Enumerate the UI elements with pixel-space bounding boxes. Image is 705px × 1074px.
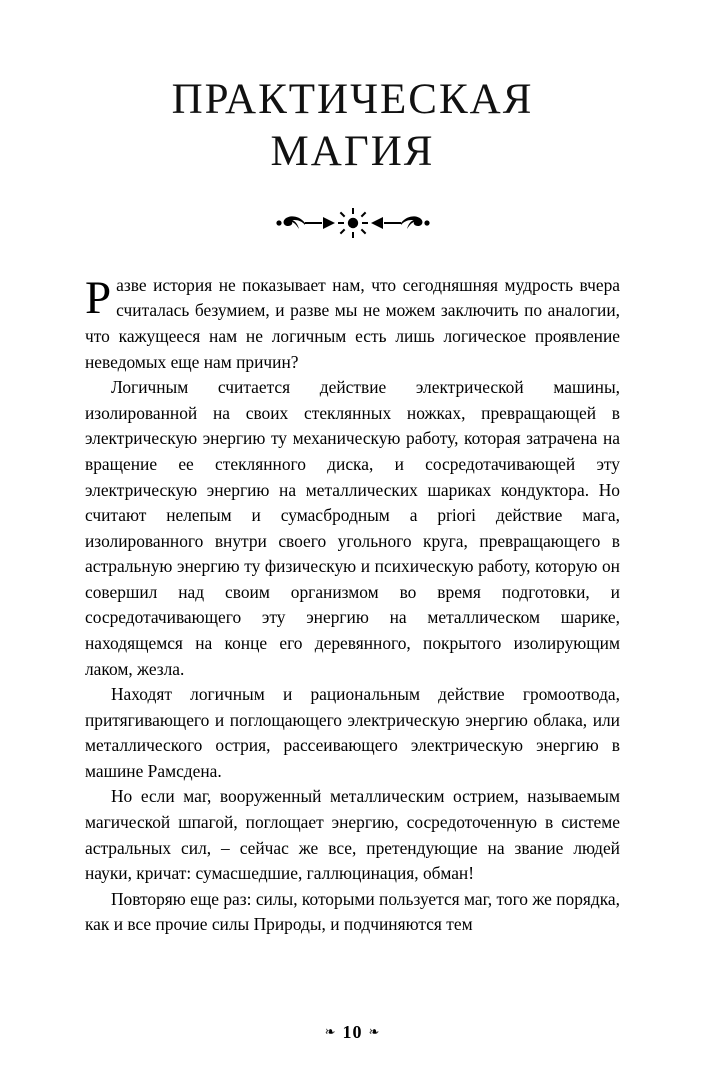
page-footer xyxy=(0,1022,705,1043)
body-text xyxy=(85,273,620,938)
footer-right-ornament-icon: ❧ xyxy=(368,1024,381,1039)
footer-left-ornament-icon: ❧ xyxy=(324,1024,337,1039)
page-number: 10 xyxy=(342,1022,363,1042)
drop-cap: Р xyxy=(85,271,112,324)
paragraph-4: Но если маг, вооруженный металлическим острием, называемым магической шпагой, поглощает энергию, сосредоточенную в системе астральных сил, – сейчас же все, претендующие на звание людей науки, кричат: сумасшедшие, галлюцинация, обман! xyxy=(85,786,620,884)
title-line-2: МАГИЯ xyxy=(270,128,435,176)
page-title xyxy=(85,74,620,179)
paragraph-1 xyxy=(85,273,620,375)
paragraph-1-text: азве история не показывает нам, что сегодняшняя мудрость вчера считалась безумием, и разве мы не можем заключить по аналогии, что кажущееся нам не логичным есть лишь логическое проявление неведомых еще нам причин? xyxy=(85,274,620,372)
title-line-1: ПРАКТИЧЕСКАЯ xyxy=(171,76,534,123)
book-page xyxy=(0,74,705,1074)
paragraph-3: Находят логичным и рациональным действие громоотвода, притягивающего и поглощающего электрическую энергию облака, или металлического острия, рассеивающего электрическую энергию в машине Рамсдена. xyxy=(85,684,620,781)
paragraph-5: Повторяю еще раз: силы, которыми пользуется маг, того же порядка, как и все прочие силы Природы, и подчиняются тем xyxy=(85,888,620,935)
sun-burst-flourish-divider-icon xyxy=(85,203,620,243)
paragraph-2: Логичным считается действие электрической машины, изолированной на своих стеклянных ножках, превращающей в электрическую энергию ту механическую работу, которая затрачена на вращение ее стеклянного диска, и сосредотачивающей эту электрическую энергию на металлических шариках кондуктора. Но считают нелепым и сумасбродным a priori действие мага, изолированного внутри своего угольного круга, превращающего в астральную энергию ту физическую и психическую работу, которую он совершил над своим организмом во время подготовки, и сосредотачивающего эту энергию на металлическом шарике, находящемся на конце его деревянного, покрытого изолирующим лаком, жезла. xyxy=(85,377,620,679)
